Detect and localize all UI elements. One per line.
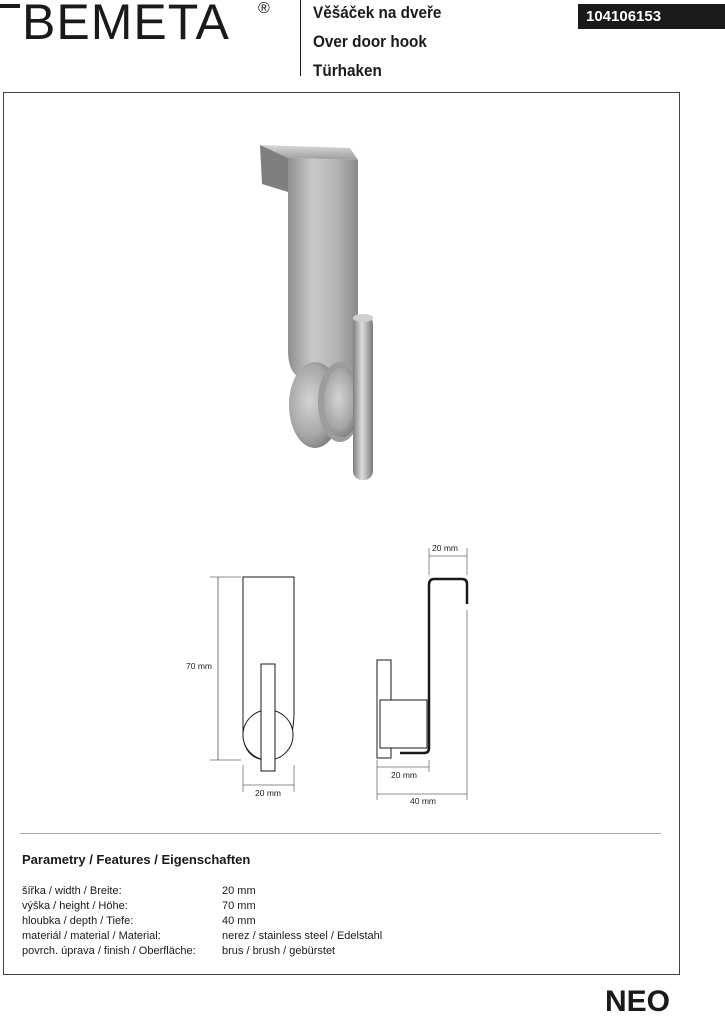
param-row-depth bbox=[22, 914, 382, 929]
params-heading: Parametry / Features / Eigenschaften bbox=[22, 852, 251, 867]
param-value: 20 mm bbox=[222, 885, 256, 897]
param-value: 70 mm bbox=[222, 900, 256, 912]
params-divider bbox=[20, 833, 661, 834]
title-english: Over door hook bbox=[313, 32, 427, 51]
label-side-base-width: 20 mm bbox=[391, 770, 417, 780]
title-german: Türhaken bbox=[313, 61, 382, 80]
param-row-height bbox=[22, 899, 382, 914]
param-row-width bbox=[22, 884, 382, 899]
label-side-top-width: 20 mm bbox=[432, 543, 458, 553]
param-label: materiál / material / Material: bbox=[22, 930, 161, 942]
label-side-depth: 40 mm bbox=[410, 796, 436, 806]
title-czech: Věšáček na dveře bbox=[313, 3, 442, 22]
param-label: šířka / width / Breite: bbox=[22, 885, 122, 897]
product-code-badge: 104106153 bbox=[578, 4, 725, 29]
param-label: výška / height / Höhe: bbox=[22, 900, 128, 912]
param-row-finish bbox=[22, 944, 382, 959]
params-table bbox=[22, 884, 382, 959]
registered-mark: ® bbox=[258, 0, 270, 17]
front-view-pin bbox=[261, 664, 275, 771]
param-value: brus / brush / gebürstet bbox=[222, 945, 336, 957]
brand-name: BEMETA bbox=[22, 0, 230, 50]
param-label: hloubka / depth / Tiefe: bbox=[22, 915, 134, 927]
label-front-width: 20 mm bbox=[255, 788, 281, 798]
param-label: povrch. úprava / finish / Oberfläche: bbox=[22, 945, 196, 957]
param-row-material bbox=[22, 929, 382, 944]
series-name: NEO bbox=[605, 985, 671, 1018]
label-front-height: 70 mm bbox=[186, 661, 212, 671]
param-value: nerez / stainless steel / Edelstahl bbox=[222, 930, 383, 942]
param-value: 40 mm bbox=[222, 915, 256, 927]
side-view-disc bbox=[380, 700, 427, 748]
